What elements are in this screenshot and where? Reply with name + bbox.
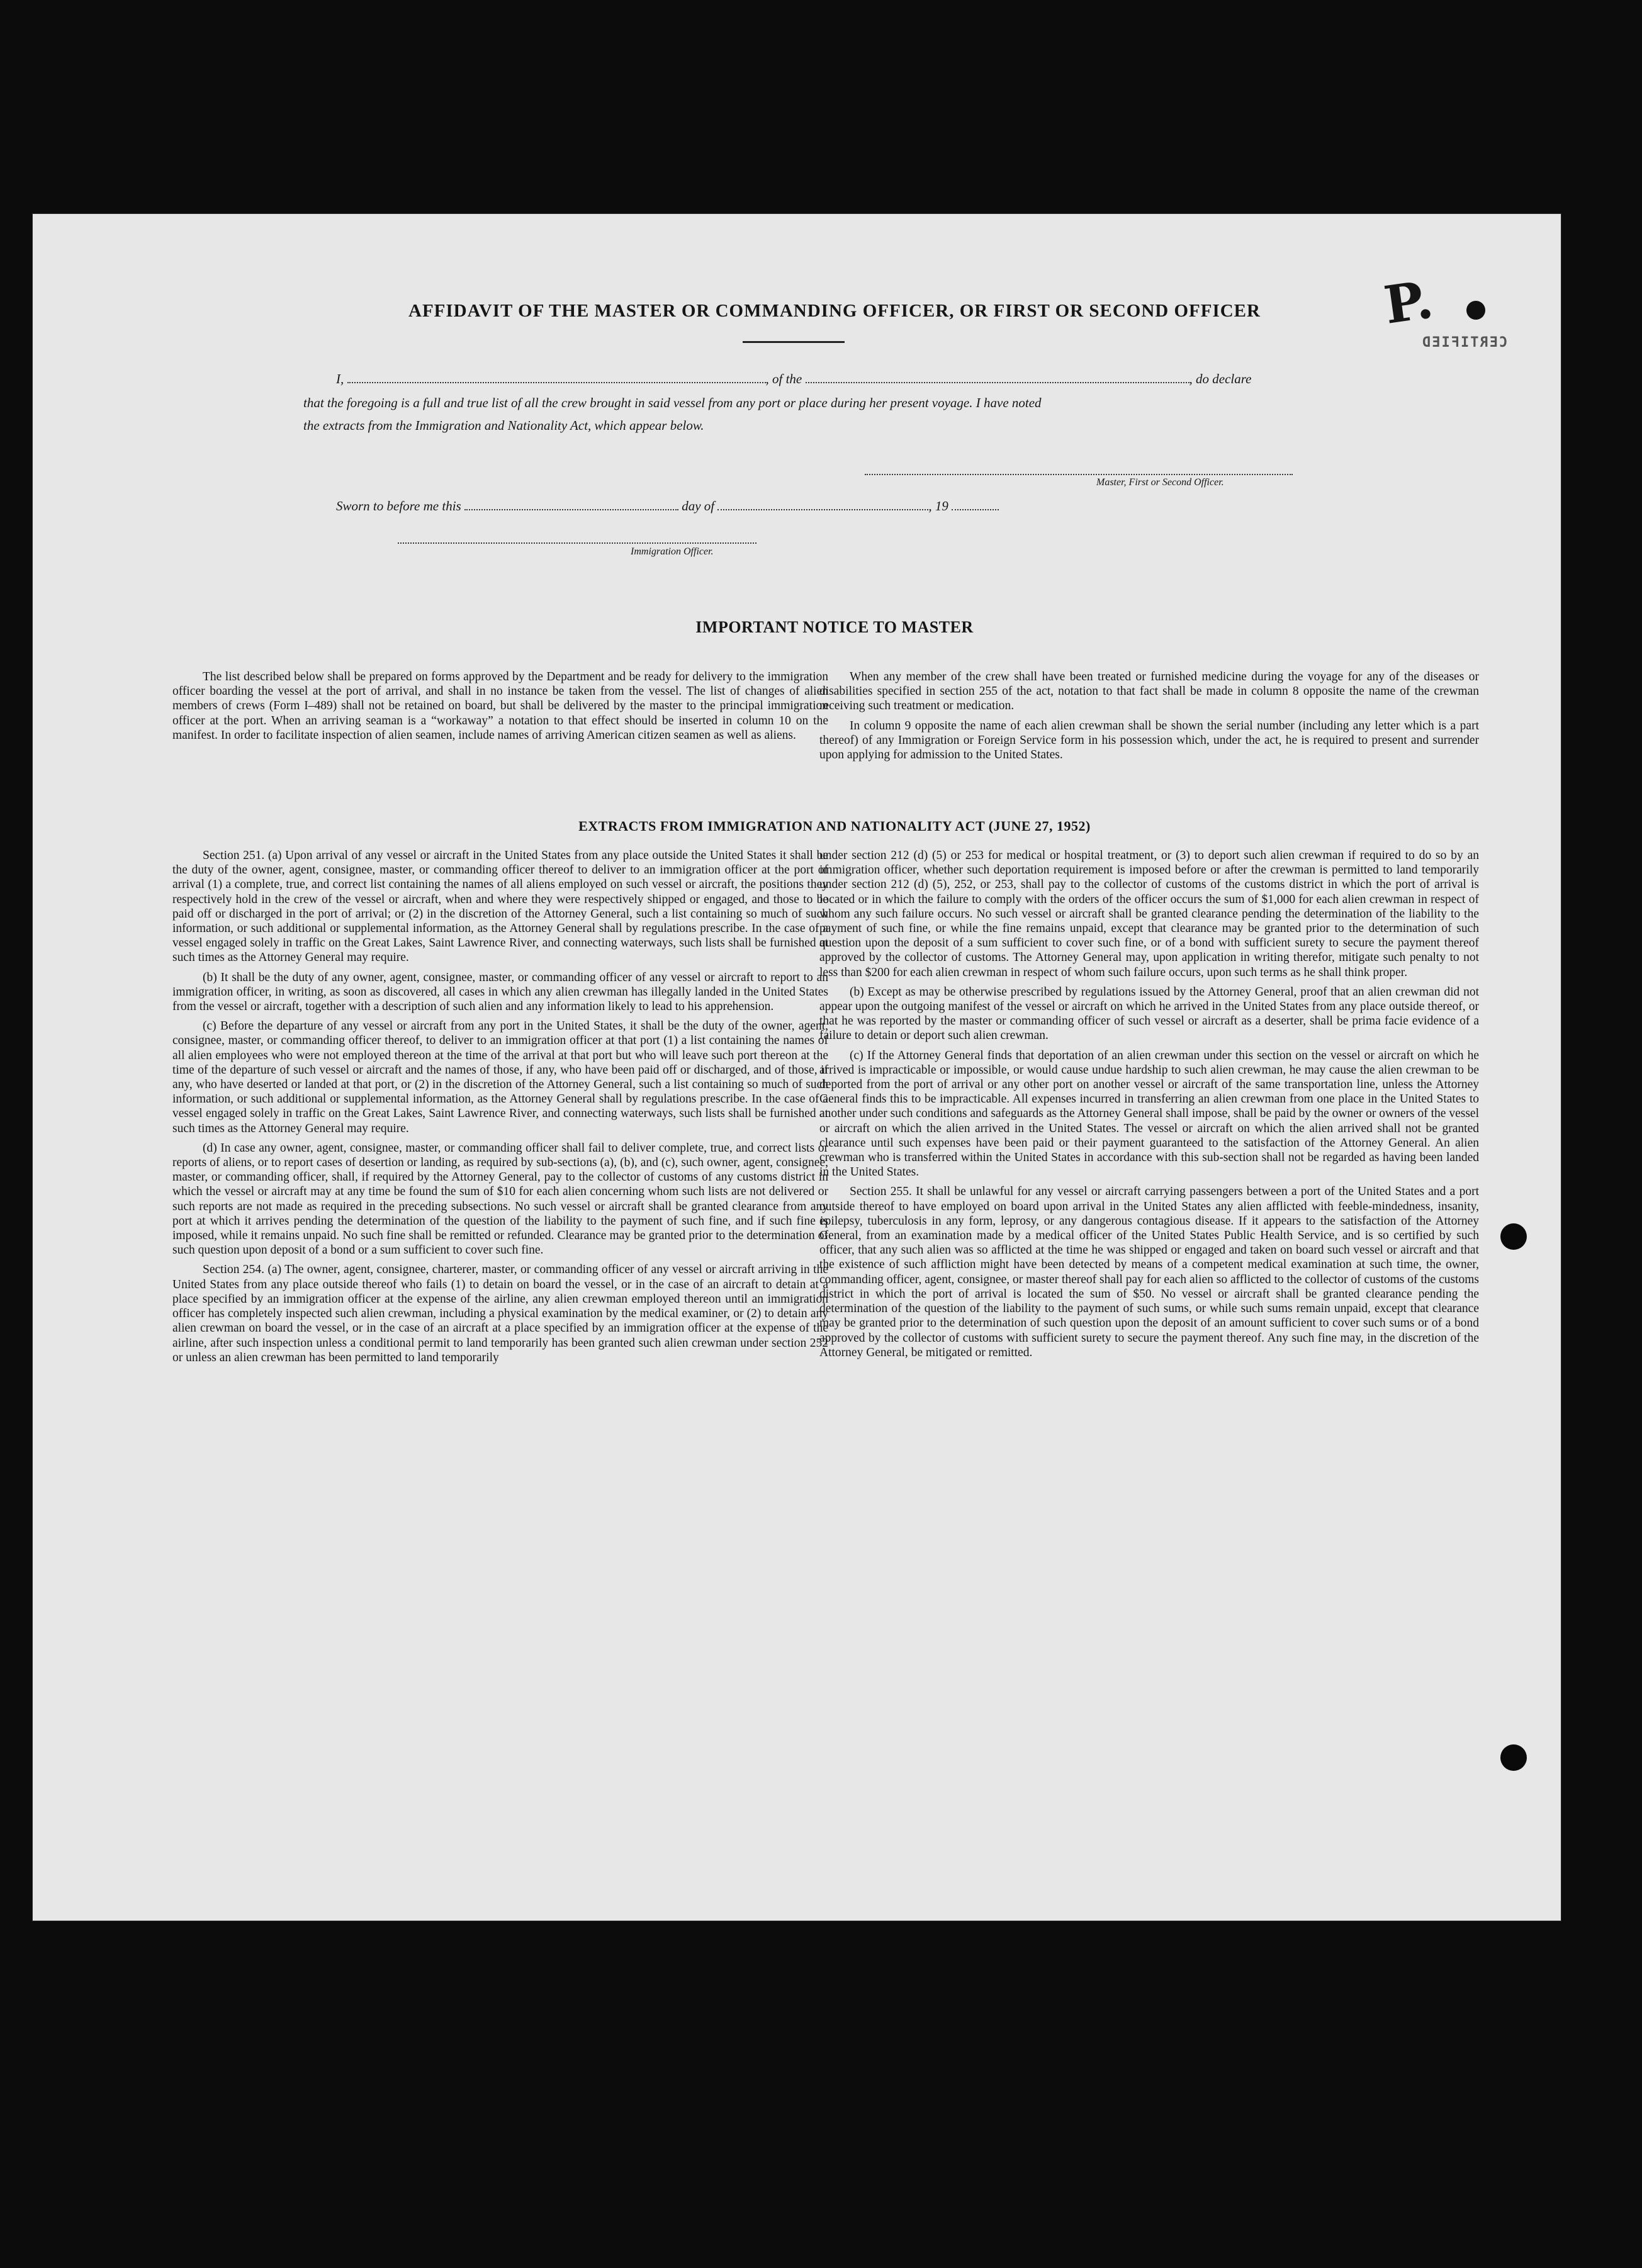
do-declare-label: , do declare [1189, 371, 1252, 386]
extract-section-254-a: Section 254. (a) The owner, agent, consignee, charterer, master, or commanding officer of any vessel or aircraft arriving in the United States from any place outside thereof who fails (1) to detain on board the vessel, or in the case of an aircraft to detain at a place specified by an immigration officer at the expense of the airline, any alien crewman employed thereon until an immigration officer has completely inspected such alien crewman, including a physical examination by the medical examiner, or (2) to detain any alien crewman on board the vessel, or in the case of an aircraft at a place specified by an immigration officer at the expense of the airline, after such inspection unless a conditional permit to land temporarily has been granted such alien crewman under section 252 or unless an alien crewman has been permitted to land temporarily [172, 1263, 828, 1364]
page-title: AFFIDAVIT OF THE MASTER OR COMMANDING OFFICER, OR FIRST OR SECOND OFFICER [408, 301, 1261, 321]
extracts-left-column [172, 848, 828, 1370]
handwritten-initial: P. [1380, 269, 1437, 336]
declaration-line-2: that the foregoing is a full and true list of all the crew brought in said vessel from any port or place during her present voyage. I have noted [303, 395, 1042, 410]
day-of-label: day of [682, 498, 715, 514]
punch-hole-upper [1500, 1223, 1527, 1250]
extract-section-251-b: (b) It shall be the duty of any owner, agent, consignee, master, or commanding officer of any vessel or aircraft to report to an immigration officer, in writing, as soon as discovered, all cases in which any alien crewman has illegally landed in the United States from the vessel or aircraft, together with a description of such alien and any information likely to lead to his apprehension. [172, 970, 828, 1014]
extract-section-254-a-continued: under section 212 (d) (5) or 253 for medical or hospital treatment, or (3) to deport such alien crewman if required to do so by an immigration officer, whether such deportation requirement is imposed before or after the crewman is permitted to land temporarily under section 212 (d) (5), 252, or 253, shall pay to the collector of customs of the customs district in which the port of arrival is located or in which the failure to comply with the orders of the officer occurs the sum of $1,000 for each alien crewman in respect of whom any such failure occurs. No such vessel or aircraft shall be granted clearance pending the determination of the liability to the payment of such fine, or while the fine remains unpaid, except that clearance may be granted prior to the determination of such question upon the deposit of a sum sufficient to cover such fine, or of a bond with sufficient surety to secure the payment thereof approved by the collector of customs. The Attorney General may, upon application in writing therefor, mitigate such penalty to not less than $200 for each alien crewman in respect of whom such failure occurs, upon such terms as he shall think proper. [819, 849, 1479, 979]
notice-left-paragraph: The list described below shall be prepared on forms approved by the Department and be ready for delivery to the immigration officer boarding the vessel at the port of arrival, and shall in no instance be taken from the vessel. The list of changes of alien members of crews (Form I–489) shall not be retained on board, but shall be delivered by the master to the principal immigration officer at the port. When an arriving seaman is a “workaway” a notation to that effect should be inserted in column 10 on the manifest. In order to facilitate inspection of alien seamen, include names of arriving American citizen seamen as well as aliens. [172, 670, 828, 742]
master-signature-line[interactable] [865, 474, 1293, 475]
extract-section-251-d: (d) In case any owner, agent, consignee, master, or commanding officer shall fail to deliver complete, true, and correct lists or reports of aliens, or to report cases of desertion or landing, as required by sub-sections (a), (b), and (c), such owner, agent, consignee, master, or commanding officer, shall, if required by the Attorney General, pay to the collector of customs of any customs district in which the vessel or aircraft may at any time be found the sum of $10 for each alien concerning whom such lists are not delivered or such reports are not made as required in the preceding subsections. No such vessel or aircraft shall be granted clearance from any port at which it arrives pending the determination of the question of the liability to the payment of such fine, and if such fine is imposed, while it remains unpaid. No such fine shall be remitted or refunded. Clearance may be granted prior to the determination of such question upon deposit of a bond or a sum sufficient to cover such fine. [172, 1141, 828, 1257]
master-signature-caption: Master, First or Second Officer. [1096, 477, 1224, 488]
notice-right-paragraph-1: When any member of the crew shall have been treated or furnished medicine during the voyage for any of the diseases or disabilities specified in section 255 of the act, notation to that fact shall be made in column 8 opposite the name of the crewman receiving such treatment or medication. [819, 670, 1479, 713]
document-page [33, 214, 1561, 1921]
extracts-right-column [819, 848, 1479, 1365]
officer-signature-line[interactable] [398, 542, 756, 544]
extract-section-251-c: (c) Before the departure of any vessel or aircraft from any port in the United States, it shall be the duty of the owner, agent, consignee, master, or commanding officer thereof, to deliver to an immigration officer at that port (1) a list containing the names of all alien employees who were not employed thereon at the time of the arrival at that port but who will leave such port thereon at the time of the departure of such vessel or aircraft and the names of those, if any, who have been paid off or discharged, and of those, if any, who have deserted or landed at that port, or (2) in the discretion of the Attorney General, such a list containing so much of such information, or such additional or supplemental information, as the Attorney General shall by regulations prescribe. In the case of a vessel engaged solely in traffic on the Great Lakes, Saint Lawrence River, and connecting waterways, such lists shall be furnished at such times as the Attorney General may require. [172, 1019, 828, 1135]
sworn-label: Sworn to before me this [336, 498, 461, 514]
notice-heading: IMPORTANT NOTICE TO MASTER [695, 618, 974, 636]
sworn-line [336, 498, 999, 514]
mirrored-stamp: CERTIFIED [1421, 335, 1508, 351]
vessel-field[interactable] [806, 372, 1189, 383]
year-label: , 19 [928, 498, 948, 514]
title-underline [743, 341, 845, 343]
extract-section-254-c: (c) If the Attorney General finds that deportation of an alien crewman under this section on the vessel or aircraft on which he arrived is impracticable or impossible, or would cause undue hardship to such alien crewman, he may cause the alien crewman to be deported from the port of arrival or any other port on another vessel or aircraft of the same transportation line, unless the Attorney General finds this to be impracticable. All expenses incurred in transferring an alien crewman from one place in the United States to another under such conditions and safeguards as the Attorney General shall impose, shall be paid by the owner or owners of the vessel or aircraft on which the alien arrived in the United States. The vessel or aircraft on which the alien arrived shall not be granted clearance until such expenses have been paid or their payment guaranteed to the satisfaction of the Attorney General. An alien crewman who is transferred within the United States in accordance with this sub-section shall not be regarded as having been landed in the United States. [819, 1048, 1479, 1179]
sworn-year-field[interactable] [952, 499, 999, 510]
ink-dot [1466, 301, 1485, 320]
of-the-label: , of the [765, 371, 802, 386]
notice-right-column [819, 670, 1479, 767]
i-label: I, [336, 371, 344, 386]
notice-right-paragraph-2: In column 9 opposite the name of each alien crewman shall be shown the serial number (including any letter which is a part thereof) of any Immigration or Foreign Service form in his possession which, under the act, he is required to present and surrender upon applying for admission to the United States. [819, 719, 1479, 762]
declaration-line-3: the extracts from the Immigration and Nationality Act, which appear below. [303, 418, 704, 433]
sworn-month-field[interactable] [717, 499, 928, 510]
extracts-heading: EXTRACTS FROM IMMIGRATION AND NATIONALITY ACT (JUNE 27, 1952) [578, 818, 1091, 834]
extract-section-251-a: Section 251. (a) Upon arrival of any vessel or aircraft in the United States from any place outside the United States it shall be the duty of the owner, agent, consignee, master, or commanding officer thereof to deliver to an immigration officer at the port of arrival (1) a complete, true, and correct list containing the names of all aliens employed on such vessel or aircraft, the positions they respectively hold in the crew of the vessel or aircraft, when and where they were respectively shipped or engaged, and those to be paid off or discharged in the port of arrival; or (2) in the discretion of the Attorney General, such a list containing so much of such information, or such additional or supplemental information, as the Attorney General shall by regulations prescribe. In the case of a vessel engaged solely in traffic on the Great Lakes, Saint Lawrence River, and connecting waterways, such lists shall be furnished at such times as the Attorney General may require. [172, 849, 828, 965]
name-field[interactable] [347, 372, 766, 383]
extract-section-254-b: (b) Except as may be otherwise prescribed by regulations issued by the Attorney General, proof that an alien crewman did not appear upon the outgoing manifest of the vessel or aircraft on which he arrived in the United States from any place outside thereof, or that he was reported by the master or commanding officer of such vessel or aircraft as a deserter, shall be prima facie evidence of a failure to detain or deport such alien crewman. [819, 985, 1479, 1043]
declaration-line-1 [336, 371, 1251, 387]
notice-left-column [172, 670, 828, 748]
extract-section-255: Section 255. It shall be unlawful for any vessel or aircraft carrying passengers between a port of the United States and a port outside thereof to have employed on board upon arrival in the United States any alien afflicted with feeble-mindedness, insanity, epilepsy, tuberculosis in any form, leprosy, or any dangerous contagious disease. If it appears to the satisfaction of the Attorney General, from an examination made by a medical officer of the United States Public Health Service, and is so certified by such officer, that any such alien was so afflicted at the time he was shipped or engaged and taken on board such vessel or aircraft and that the existence of such affliction might have been detected by means of a competent medical examination at such time, the owner, commanding officer, agent, consignee, or master thereof shall pay for each alien so afflicted to the collector of customs of the customs district in which the port of arrival is located the sum of $50. No vessel or aircraft shall be granted clearance pending the determination of the question of the liability to the payment of such sums, or while such sums remain unpaid, except that clearance may be granted prior to the determination of such question upon the deposit of an amount sufficient to cover such sums or of a bond approved by the collector of customs with sufficient surety to secure the payment thereof. Any such fine may, in the discretion of the Attorney General, be mitigated or remitted. [819, 1185, 1479, 1359]
punch-hole-lower [1500, 1744, 1527, 1771]
officer-signature-caption: Immigration Officer. [631, 546, 714, 557]
sworn-day-field[interactable] [464, 499, 678, 510]
